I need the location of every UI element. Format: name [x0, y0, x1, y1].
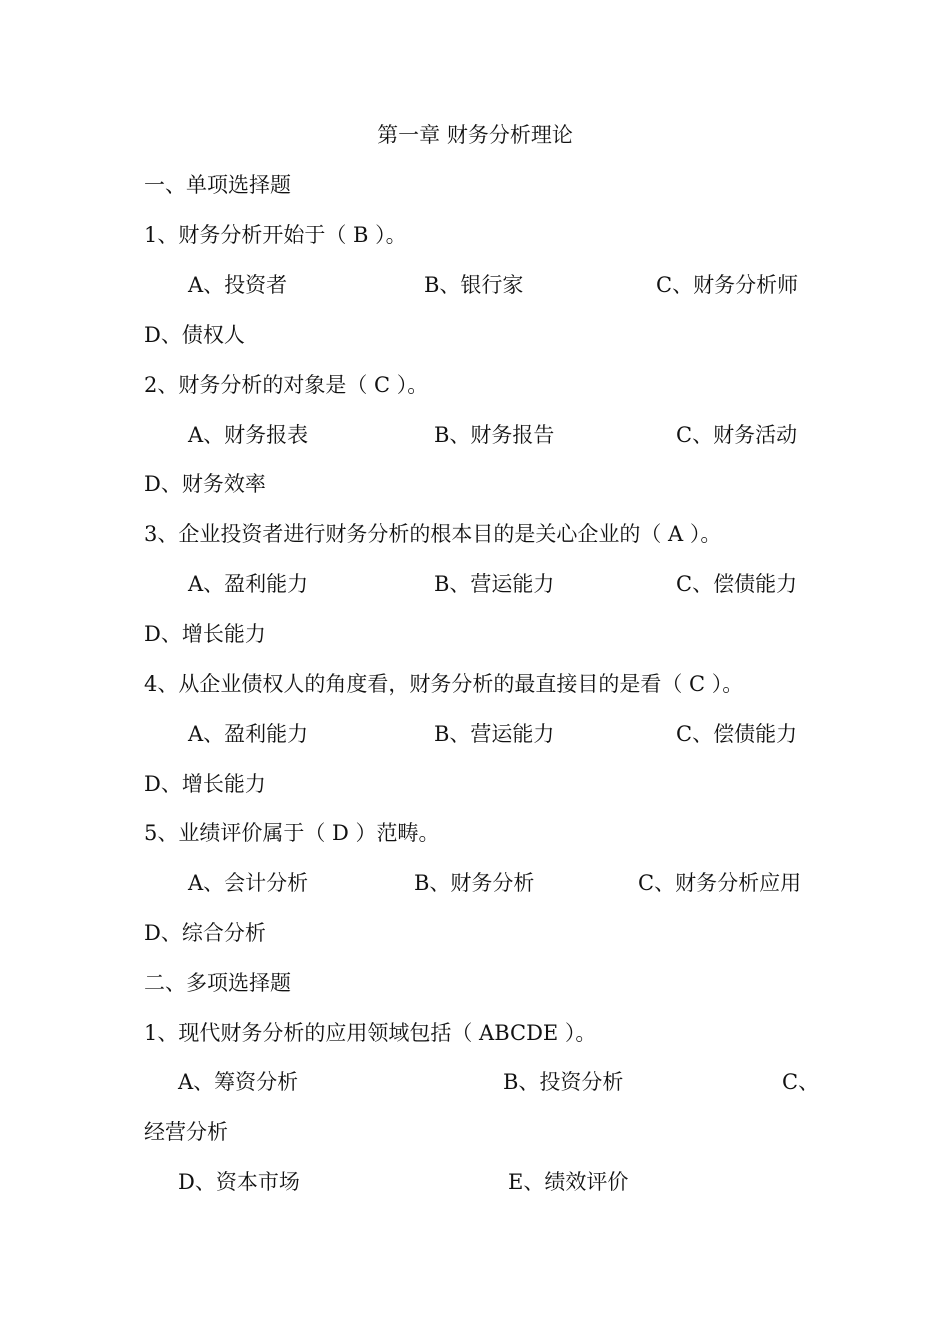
question-stem: 3、企业投资者进行财务分析的根本目的是关心企业的（ A ）。: [144, 522, 722, 546]
option-c-continuation: 经营分析: [144, 1120, 228, 1144]
question-stem: 1、财务分析开始于（ B ）。: [144, 223, 407, 247]
question-stem: 2、财务分析的对象是（ C ）。: [144, 373, 429, 397]
option-a: A、投资者: [188, 273, 288, 297]
option-d: D、增长能力: [144, 772, 266, 796]
option-a: A、筹资分析: [178, 1070, 299, 1094]
question-stem: 1、现代财务分析的应用领域包括（ ABCDE ）。: [144, 1021, 597, 1045]
option-d: D、综合分析: [144, 921, 266, 945]
option-c: C、偿债能力: [676, 722, 798, 746]
question-stem: 4、从企业债权人的角度看，财务分析的最直接目的是看（ C ）。: [144, 672, 744, 696]
option-a: A、盈利能力: [188, 722, 309, 746]
section-heading-single-choice: 一、单项选择题: [144, 173, 291, 197]
option-d: D、增长能力: [144, 622, 266, 646]
option-c: C、: [782, 1070, 820, 1094]
option-d: D、资本市场: [178, 1170, 300, 1194]
option-a: A、会计分析: [188, 871, 309, 895]
chapter-title: 第一章 财务分析理论: [377, 123, 573, 147]
option-c: C、财务分析师: [656, 273, 799, 297]
question-stem: 5、业绩评价属于（ D ）范畴。: [144, 821, 440, 845]
option-c: C、偿债能力: [676, 572, 798, 596]
option-c: C、财务活动: [676, 423, 798, 447]
option-b: B、财务报告: [434, 423, 555, 447]
section-heading-multiple-choice: 二、多项选择题: [144, 971, 291, 995]
option-e: E、绩效评价: [508, 1170, 629, 1194]
option-a: A、财务报表: [188, 423, 309, 447]
option-b: B、财务分析: [414, 871, 535, 895]
option-c: C、财务分析应用: [638, 871, 802, 895]
option-d: D、财务效率: [144, 472, 266, 496]
option-d: D、债权人: [144, 323, 245, 347]
option-b: B、营运能力: [434, 572, 555, 596]
option-b: B、营运能力: [434, 722, 555, 746]
option-b: B、银行家: [424, 273, 524, 297]
option-a: A、盈利能力: [188, 572, 309, 596]
option-b: B、投资分析: [503, 1070, 624, 1094]
